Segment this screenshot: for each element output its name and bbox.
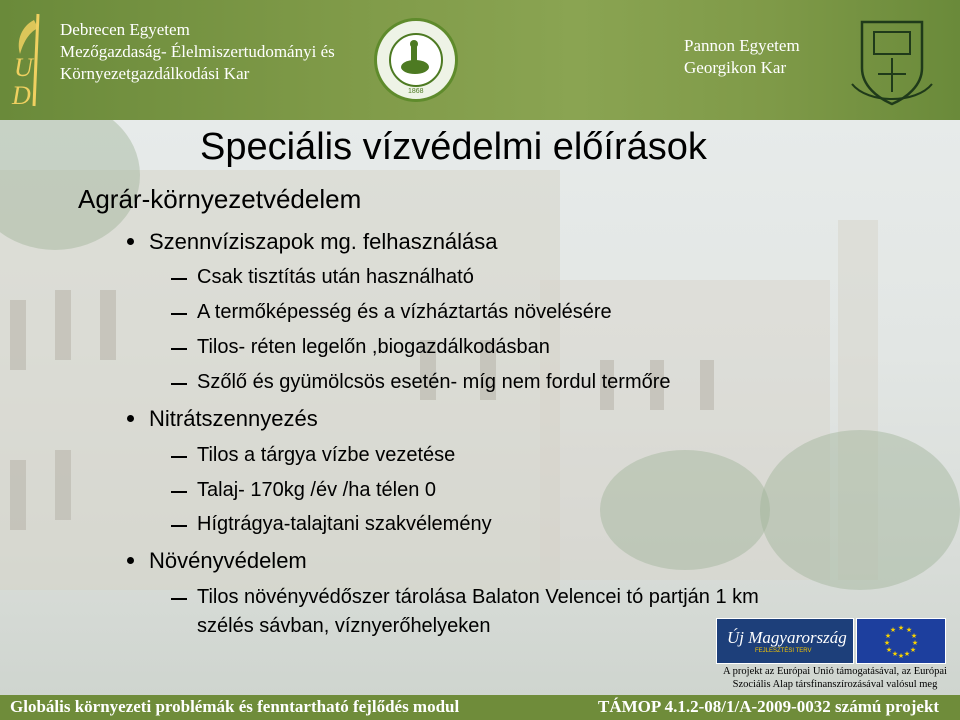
list-item <box>149 229 498 255</box>
list-item <box>197 301 612 324</box>
svg-text:D: D <box>12 81 31 110</box>
svg-text:★: ★ <box>897 624 905 632</box>
list-item-text: Tilos növényvédőszer tárolása Balaton Velencei tó partján 1 km <box>197 586 759 608</box>
faculty-seal-icon <box>374 18 458 102</box>
list-item <box>197 444 455 467</box>
eu-note-line2: Szociális Alap társfinanszírozásával valósul meg <box>732 679 938 690</box>
svg-text:★: ★ <box>891 650 899 658</box>
list-item <box>197 513 492 536</box>
list-item-continuation <box>197 615 491 638</box>
svg-text:★: ★ <box>885 646 893 654</box>
university-logo-icon <box>8 10 52 110</box>
svg-text:★: ★ <box>903 650 911 658</box>
list-item <box>197 371 671 394</box>
svg-text:★: ★ <box>910 632 918 640</box>
list-item <box>197 479 436 502</box>
eu-note-line1: A projekt az Európai Unió támogatásával, az Európai <box>723 666 947 677</box>
dash-icon <box>171 278 187 280</box>
slide-subtitle: Agrár-környezetvédelem <box>78 184 362 214</box>
svg-text:★: ★ <box>883 639 891 647</box>
svg-text:★: ★ <box>909 646 917 654</box>
list-item <box>197 266 474 289</box>
footer-module-title: Globális környezeti problémák és fenntartható fejlődés modul <box>10 697 460 716</box>
list-item <box>197 336 550 359</box>
eu-funding-note <box>712 665 958 691</box>
header-band <box>0 0 960 120</box>
dash-icon <box>171 313 187 315</box>
umft-logo-subtext: FEJLESZTÉSI TERV <box>755 648 812 654</box>
list-item-text: Talaj- 170kg /év /ha télen 0 <box>197 479 437 501</box>
list-item <box>197 586 759 609</box>
list-item-text: Szőlő és gyümölcsös esetén- míg nem fordul termőre <box>197 371 671 393</box>
dash-icon <box>171 456 187 458</box>
dash-icon <box>171 348 187 350</box>
svg-text:★: ★ <box>884 632 892 640</box>
svg-text:★: ★ <box>911 639 919 647</box>
dash-icon <box>171 598 187 600</box>
list-item-text: Csak tisztítás után használható <box>197 266 474 288</box>
header-partner-faculty: Georgikon Kar <box>684 58 787 77</box>
uj-magyarorszag-logo <box>716 618 854 664</box>
list-item-text: Nitrátszennyezés <box>149 406 318 431</box>
umft-logo-text: Új Magyarország <box>727 628 847 647</box>
georgikon-crest-icon <box>848 12 936 110</box>
dash-icon <box>171 491 187 493</box>
list-item-text: Szennvíziszapok mg. felhasználása <box>149 229 498 254</box>
svg-text:★: ★ <box>897 652 905 660</box>
header-university-name: Debrecen Egyetem <box>60 20 190 39</box>
list-item-text: A termőképesség és a vízháztartás növelésére <box>197 301 612 323</box>
list-item <box>149 548 307 574</box>
footer-project-id: TÁMOP 4.1.2-08/1/A-2009-0032 számú projekt <box>598 697 940 716</box>
header-faculty-line2: Környezetgazdálkodási Kar <box>60 64 250 83</box>
dash-icon <box>171 383 187 385</box>
bullet-icon <box>127 238 134 245</box>
svg-text:U: U <box>14 53 33 82</box>
header-partner-university: Pannon Egyetem <box>684 36 800 55</box>
bullet-icon <box>127 415 134 422</box>
footer-band <box>0 695 960 720</box>
list-item-text: Tilos- réten legelőn ,biogazdálkodásban <box>197 336 550 358</box>
header-faculty-line1: Mezőgazdaság- Élelmiszertudományi és <box>60 42 335 61</box>
eu-flag-icon <box>856 618 946 664</box>
svg-text:★: ★ <box>889 626 897 634</box>
dash-icon <box>171 525 187 527</box>
list-item-text: Növényvédelem <box>149 548 307 573</box>
bullet-icon <box>127 557 134 564</box>
seal-year: 1868 <box>408 88 424 95</box>
list-item-text: Tilos a tárgya vízbe vezetése <box>197 444 456 466</box>
slide-title: Speciális vízvédelmi előírások <box>200 126 707 168</box>
list-item-text: szélés sávban, víznyerőhelyeken <box>197 615 491 637</box>
svg-text:★: ★ <box>905 626 913 634</box>
list-item-text: Hígtrágya-talajtani szakvélemény <box>197 513 492 535</box>
list-item <box>149 406 318 432</box>
